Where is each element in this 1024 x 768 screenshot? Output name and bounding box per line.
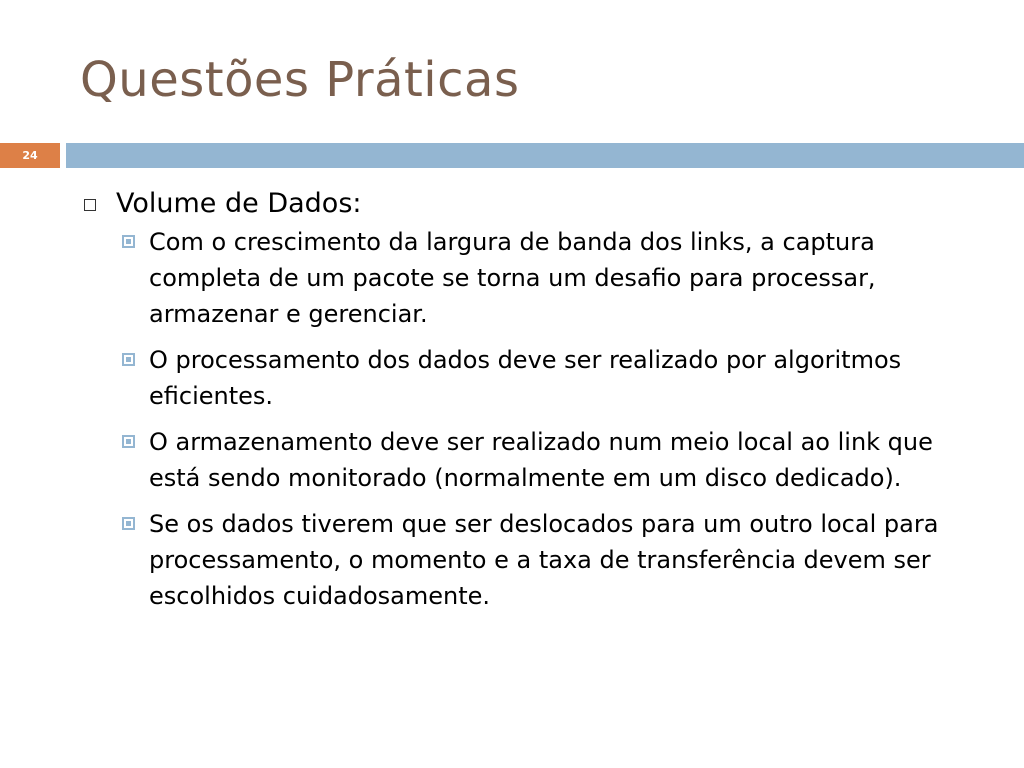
bullet-heading: Volume de Dados: (116, 188, 362, 219)
list-item (122, 506, 980, 614)
hollow-square-bullet-icon (84, 199, 96, 211)
square-bullet-icon (122, 353, 135, 366)
list-item-text: O processamento dos dados deve ser realizado por algoritmos eficientes. (149, 346, 902, 410)
title-divider-bar (66, 143, 1024, 168)
slide-number: 24 (0, 143, 60, 168)
list-item (122, 224, 980, 332)
slide-title: Questões Práticas (80, 52, 520, 108)
square-bullet-icon (122, 517, 135, 530)
square-bullet-icon (122, 235, 135, 248)
list-item-text: Se os dados tiverem que ser deslocados para um outro local para processamento, o momento e a taxa de transferência devem ser escolhidos cuidadosamente. (149, 510, 939, 610)
list-item-text: Com o crescimento da largura de banda dos links, a captura completa de um pacote se torna um desafio para processar, armazenar e gerenciar. (149, 228, 876, 328)
list-item (122, 424, 980, 496)
list-item-text: O armazenamento deve ser realizado num meio local ao link que está sendo monitorado (normalmente em um disco dedicado). (149, 428, 933, 492)
list-item (122, 342, 980, 414)
square-bullet-icon (122, 435, 135, 448)
slide-content (80, 184, 980, 624)
sub-bullet-list (80, 224, 980, 614)
bullet-level1 (80, 184, 980, 224)
